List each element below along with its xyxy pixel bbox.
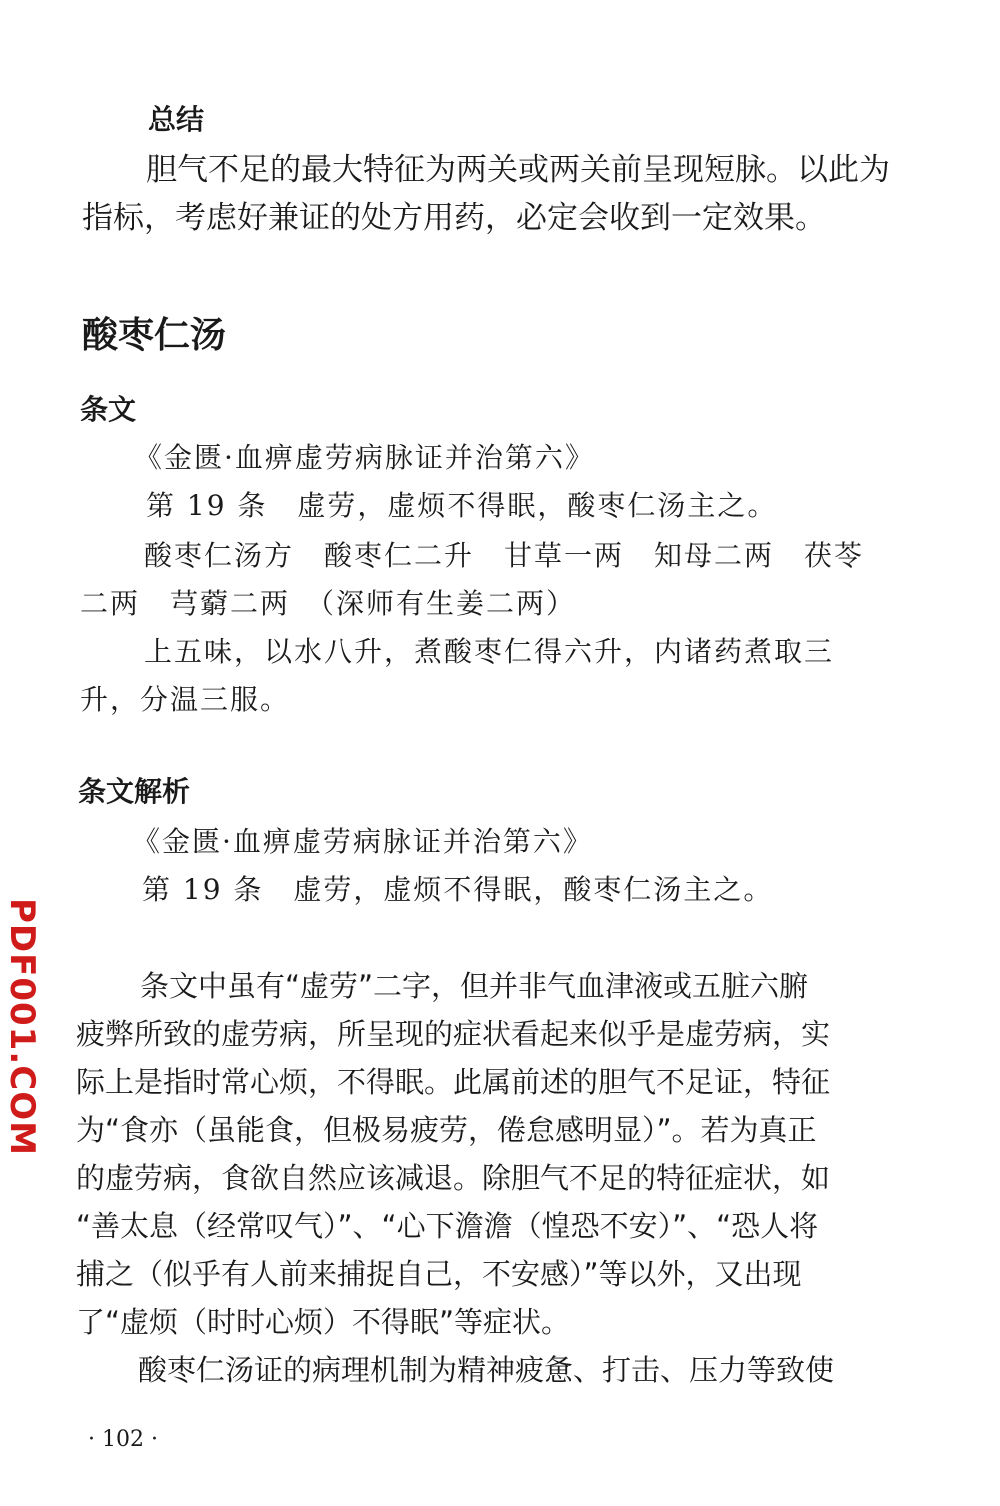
summary-line-2: 指标，考虑好兼证的处方用药，必定会收到一定效果。 xyxy=(82,200,826,236)
analysis-para1-line-3: 际上是指时常心烦，不得眠。此属前述的胆气不足证，特征 xyxy=(76,1065,831,1099)
clause-source: 《金匮·血痹虚劳病脉证并治第六》 xyxy=(134,441,595,474)
analysis-para1-line-7: 捕之（似乎有人前来捕捉自己，不安感）”等以外，又出现 xyxy=(76,1257,802,1291)
analysis-para1-line-6: “善太息（经常叹气）”、“心下澹澹（惶恐不安）”、“恐人将 xyxy=(76,1209,819,1243)
analysis-heading: 条文解析 xyxy=(78,775,191,808)
analysis-para1-line-1: 条文中虽有“虚劳”二字，但并非气血津液或五脏六腑 xyxy=(140,969,809,1003)
analysis-para2-line-1: 酸枣仁汤证的病理机制为精神疲惫、打击、压力等致使 xyxy=(138,1353,835,1387)
clause-formula-line-1: 酸枣仁汤方 酸枣仁二升 甘草一两 知母二两 茯苓 xyxy=(144,539,865,572)
clause-formula-line-2: 二两 芎藭二两 （深师有生姜二两） xyxy=(80,587,577,620)
analysis-para1-line-2: 疲弊所致的虚劳病，所呈现的症状看起来似乎是虚劳病，实 xyxy=(76,1017,831,1051)
summary-line-1: 胆气不足的最大特征为两关或两关前呈现短脉。以此为 xyxy=(146,152,890,188)
section-title: 酸枣仁汤 xyxy=(82,315,227,356)
clause-heading: 条文 xyxy=(80,393,137,426)
analysis-source: 《金匮·血痹虚劳病脉证并治第六》 xyxy=(132,825,593,858)
summary-heading: 总结 xyxy=(148,103,205,136)
watermark-text: PDF001.COM xyxy=(2,898,42,1156)
analysis-para1-line-5: 的虚劳病，食欲自然应该减退。除胆气不足的特征症状，如 xyxy=(76,1161,831,1195)
clause-method-line-2: 升，分温三服。 xyxy=(80,683,291,716)
clause-article: 第 19 条 虚劳，虚烦不得眠，酸枣仁汤主之。 xyxy=(146,489,778,522)
watermark xyxy=(2,898,42,1156)
analysis-para1-line-8: 了“虚烦（时时心烦）不得眠”等症状。 xyxy=(76,1305,571,1339)
analysis-article: 第 19 条 虚劳，虚烦不得眠，酸枣仁汤主之。 xyxy=(142,873,774,906)
page-number: · 102 · xyxy=(88,1427,158,1452)
analysis-para1-line-4: 为“食亦（虽能食，但极易疲劳，倦怠感明显）”。若为真正 xyxy=(76,1113,817,1147)
clause-method-line-1: 上五味，以水八升，煮酸枣仁得六升，内诸药煮取三 xyxy=(144,635,835,668)
